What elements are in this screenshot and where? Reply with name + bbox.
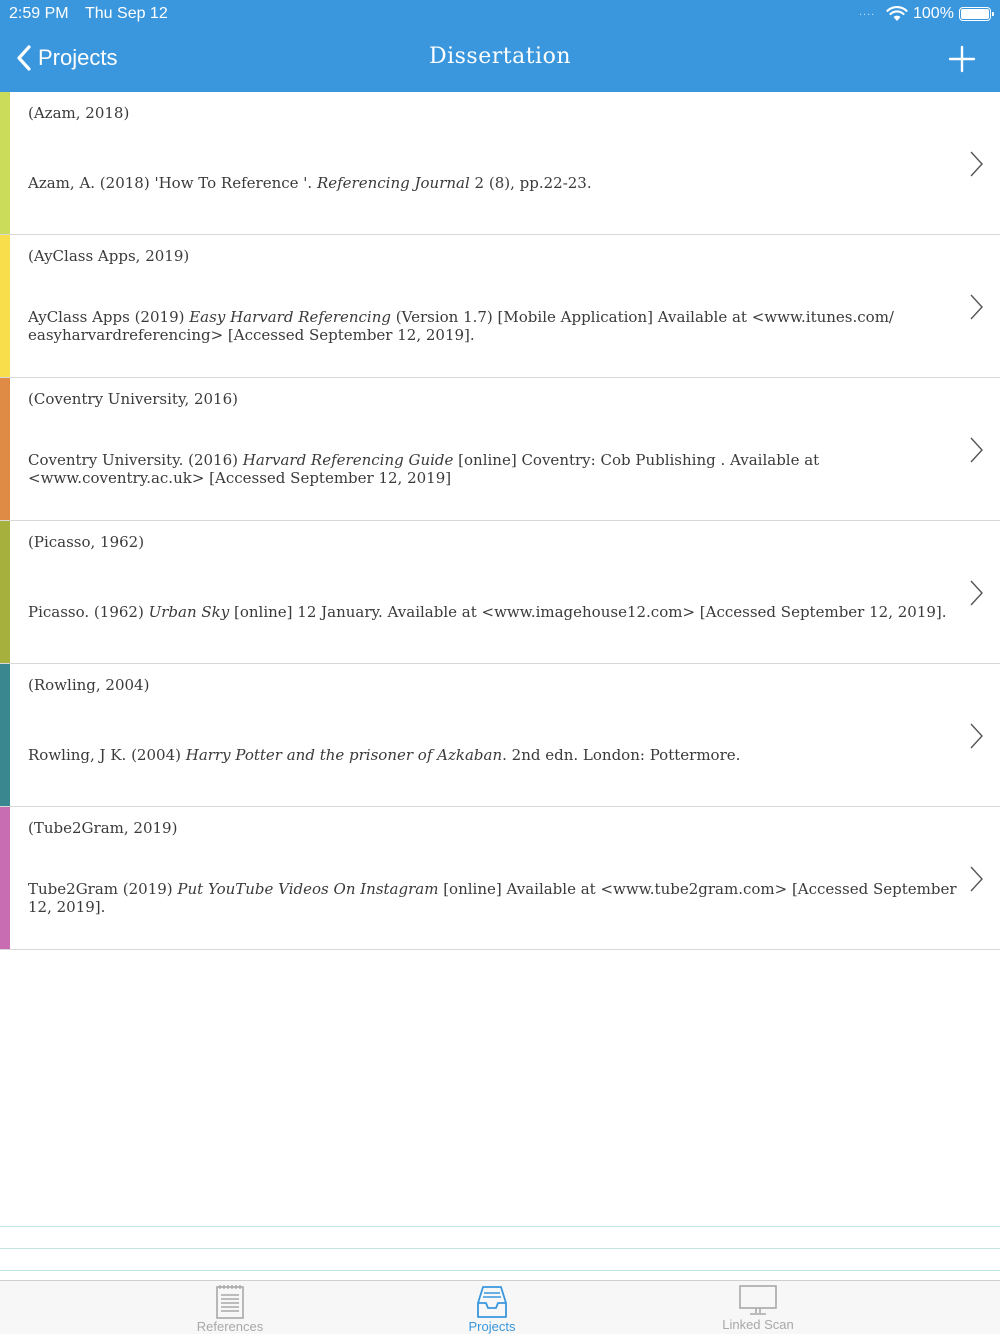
in-text-citation: (AyClass Apps, 2019) [28,247,190,265]
monitor-icon [738,1283,778,1317]
divider [0,1226,1000,1227]
color-tag [0,521,10,663]
tab-projects[interactable] [442,1281,542,1334]
tab-label: Projects [468,1319,516,1334]
chevron-right-icon [966,292,986,322]
color-tag [0,235,10,377]
tab-bar [0,1280,1000,1334]
wifi-icon [886,6,908,22]
tab-references[interactable] [180,1281,280,1334]
reference-row-ayclass[interactable] [0,235,1000,378]
battery-percentage: 100% [913,5,954,22]
chevron-right-icon [966,864,986,894]
status-time: 2:59 PM [9,5,69,22]
status-date: Thu Sep 12 [85,5,168,22]
navigation-bar [0,28,1000,92]
tab-label: References [196,1319,264,1334]
reference-text: Azam, A. (2018) 'How To Reference '. [28,174,317,192]
page-title: Dissertation [428,44,572,69]
color-tag [0,92,10,234]
signal-indicator: .... [859,6,876,18]
in-text-citation: (Tube2Gram, 2019) [28,819,178,837]
reference-title: Put YouTube Videos On Instagram [177,880,439,898]
reference-text: Coventry University. (2016) [28,451,243,469]
full-reference [28,880,958,916]
tab-linked-scan[interactable] [708,1281,808,1334]
reference-title: Harry Potter and the prisoner of Azkaban [185,746,503,764]
add-icon[interactable] [946,43,978,75]
status-bar [0,0,1000,28]
in-text-citation: (Rowling, 2004) [28,676,150,694]
in-text-citation: (Picasso, 1962) [28,533,145,551]
back-button-label: Projects [38,45,118,70]
chevron-right-icon [966,149,986,179]
reference-text: Rowling, J K. (2004) [28,746,186,764]
reference-row-coventry[interactable] [0,378,1000,521]
chevron-right-icon [966,435,986,465]
battery-icon [959,7,991,21]
reference-text: [online] Available at <www.tube2gram.com> [Accessed September 12, 2019]. [28,880,957,916]
reference-row-picasso[interactable] [0,521,1000,664]
reference-title: Easy Harvard Referencing [189,308,391,326]
in-text-citation: (Azam, 2018) [28,104,130,122]
in-text-citation: (Coventry University, 2016) [28,390,238,408]
reference-text: Tube2Gram (2019) [28,880,178,898]
tab-label: Linked Scan [722,1317,794,1332]
reference-text: . 2nd edn. London: Pottermore. [502,746,741,764]
reference-text: AyClass Apps (2019) [28,308,190,326]
reference-row-tube2gram[interactable] [0,807,1000,950]
reference-text: [online] Coventry: Cob Publishing . Available at <www.coventry.ac.uk> [Accessed September 12, 2019] [28,451,820,487]
reference-text: Picasso. (1962) [28,603,149,621]
full-reference [28,603,958,621]
reference-text: [online] 12 January. Available at <www.imagehouse12.com> [Accessed September 12, 2019]. [229,603,947,621]
inbox-tray-icon [472,1283,512,1319]
chevron-right-icon [966,721,986,751]
divider [0,1248,1000,1249]
top-bar [0,0,1000,92]
reference-row-rowling[interactable] [0,664,1000,807]
divider [0,1270,1000,1271]
reference-text: 2 (8), pp.22-23. [469,174,592,192]
reference-title: Urban Sky [148,603,230,621]
reference-title: Harvard Referencing Guide [242,451,454,469]
chevron-right-icon [966,578,986,608]
full-reference [28,746,958,764]
color-tag [0,664,10,806]
full-reference [28,308,958,344]
color-tag [0,807,10,949]
color-tag [0,378,10,520]
full-reference [28,174,958,192]
reference-row-azam[interactable] [0,92,1000,235]
reference-list [0,92,1000,950]
notepad-icon [215,1283,245,1319]
reference-text: (Version 1.7) [Mobile Application] Available at <www.itunes.com/ easyharvardreferencing> [Accessed September 12, 2019]. [28,308,894,344]
reference-title: Referencing Journal [316,174,470,192]
full-reference [28,451,958,487]
